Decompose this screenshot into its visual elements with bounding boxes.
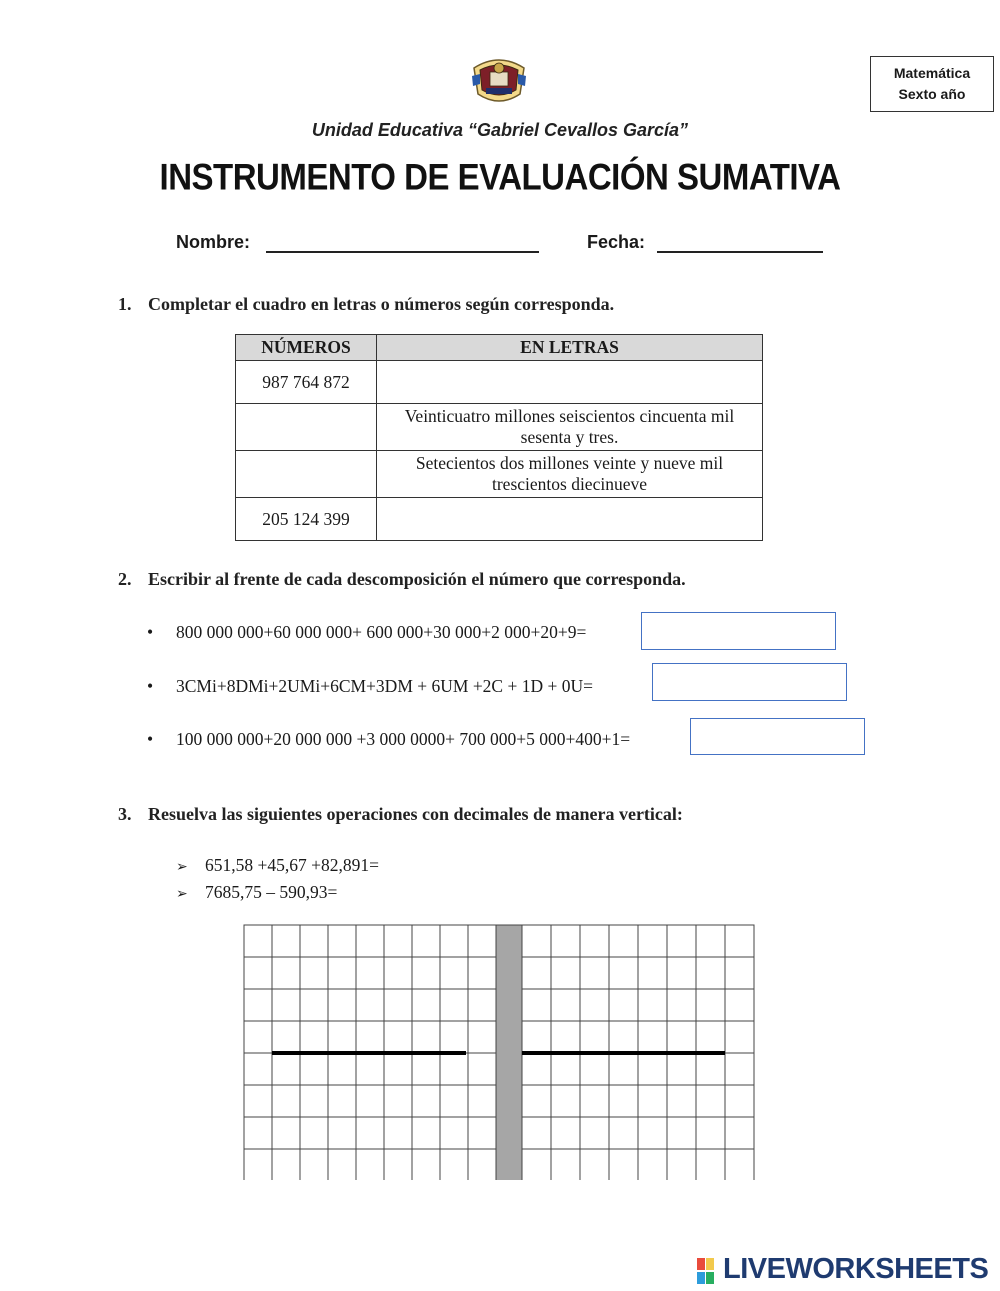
- grid-cell[interactable]: [551, 925, 580, 957]
- answer-box-1[interactable]: [641, 612, 836, 650]
- grid-cell[interactable]: [384, 1085, 412, 1117]
- grid-cell[interactable]: [725, 1021, 754, 1053]
- grid-cell[interactable]: [328, 1053, 356, 1085]
- grid-cell[interactable]: [638, 989, 667, 1021]
- grid-cell[interactable]: [412, 957, 440, 989]
- operation-text-2: 7685,75 – 590,93=: [205, 882, 338, 902]
- grid-cell[interactable]: [440, 1149, 468, 1180]
- grid-cell[interactable]: [522, 1117, 551, 1149]
- grid-cell[interactable]: [725, 1149, 754, 1180]
- grid-cell[interactable]: [609, 1021, 638, 1053]
- name-field[interactable]: [266, 251, 539, 253]
- bullet-icon: •: [147, 676, 154, 696]
- grid-cell[interactable]: [696, 1021, 725, 1053]
- letras-cell: Setecientos dos millones veinte y nueve mil trescientos diecinueve: [377, 451, 763, 498]
- grid-cell[interactable]: [244, 989, 272, 1021]
- grid-cell[interactable]: [468, 1053, 496, 1085]
- grid-cell[interactable]: [412, 1053, 440, 1085]
- grid-cell[interactable]: [638, 1085, 667, 1117]
- grid-cell[interactable]: [300, 957, 328, 989]
- grid-cell[interactable]: [384, 1149, 412, 1180]
- page-title: INSTRUMENTO DE EVALUACIÓN SUMATIVA: [159, 155, 841, 198]
- grid-cell[interactable]: [272, 1021, 300, 1053]
- table-header-row: [236, 335, 763, 361]
- grid-cell[interactable]: [580, 1021, 609, 1053]
- decomposition-text-1: 800 000 000+60 000 000+ 600 000+30 000+2 000+20+9=: [176, 622, 587, 642]
- grid-cell[interactable]: [551, 1085, 580, 1117]
- grid-cell[interactable]: [696, 957, 725, 989]
- question-3-prompt: Resuelva las siguientes operaciones con decimales de manera vertical:: [148, 804, 683, 824]
- grid-cell[interactable]: [328, 1085, 356, 1117]
- grid-cell[interactable]: [356, 1085, 384, 1117]
- decomposition-text-2: 3CMi+8DMi+2UMi+6CM+3DM + 6UM +2C + 1D + 0U=: [176, 676, 593, 696]
- grid-cell[interactable]: [522, 1149, 551, 1180]
- answer-box-2[interactable]: [652, 663, 847, 701]
- numeros-answer-cell[interactable]: [236, 404, 377, 451]
- grid-cell[interactable]: [580, 1085, 609, 1117]
- grid-cell[interactable]: [725, 1117, 754, 1149]
- grid-cell[interactable]: [440, 1117, 468, 1149]
- grid-cell[interactable]: [412, 1149, 440, 1180]
- column-header-numeros: NÚMEROS: [236, 335, 377, 361]
- grade-label: Sexto año: [898, 86, 966, 102]
- question-3: [118, 804, 683, 825]
- grid-cell[interactable]: [328, 925, 356, 957]
- grid-cell[interactable]: [244, 1053, 272, 1085]
- grid-cell[interactable]: [580, 1053, 609, 1085]
- grid-cell[interactable]: [412, 925, 440, 957]
- numeros-cell: 987 764 872: [236, 361, 377, 404]
- column-header-letras: EN LETRAS: [377, 335, 763, 361]
- operation-item-2: [176, 882, 337, 903]
- grid-cell[interactable]: [328, 989, 356, 1021]
- grid-cell[interactable]: [328, 1021, 356, 1053]
- decomposition-item-3: [147, 729, 630, 750]
- grid-cell[interactable]: [300, 1149, 328, 1180]
- decomposition-text-3: 100 000 000+20 000 000 +3 000 0000+ 700 000+5 000+400+1=: [176, 729, 631, 749]
- grid-cell[interactable]: [638, 957, 667, 989]
- grid-cell[interactable]: [328, 1149, 356, 1180]
- grid-cell[interactable]: [272, 957, 300, 989]
- grid-cell[interactable]: [412, 1021, 440, 1053]
- grid-divider: [496, 925, 522, 1180]
- grid-cell[interactable]: [609, 1149, 638, 1180]
- grid-cell[interactable]: [609, 1085, 638, 1117]
- answer-box-3[interactable]: [690, 718, 865, 755]
- grid-cell[interactable]: [551, 1053, 580, 1085]
- question-2: [118, 569, 686, 590]
- grid-cell[interactable]: [300, 989, 328, 1021]
- grid-cell[interactable]: [244, 1085, 272, 1117]
- grid-cell[interactable]: [272, 1053, 300, 1085]
- letras-answer-cell[interactable]: [377, 361, 763, 404]
- grid-cell[interactable]: [468, 957, 496, 989]
- grid-cell[interactable]: [440, 925, 468, 957]
- grid-cell[interactable]: [412, 1117, 440, 1149]
- grid-cell[interactable]: [551, 1021, 580, 1053]
- question-1-prompt: Completar el cuadro en letras o números según corresponda.: [148, 294, 615, 314]
- grid-cell[interactable]: [609, 989, 638, 1021]
- grid-cell[interactable]: [440, 1085, 468, 1117]
- question-2-prompt: Escribir al frente de cada descomposición el número que corresponda.: [148, 569, 686, 589]
- grid-cell[interactable]: [551, 1149, 580, 1180]
- grid-cell[interactable]: [696, 1053, 725, 1085]
- letras-answer-cell[interactable]: [377, 498, 763, 541]
- grid-cell[interactable]: [725, 1053, 754, 1085]
- grid-cell[interactable]: [384, 925, 412, 957]
- grid-cell[interactable]: [384, 1053, 412, 1085]
- bullet-icon: •: [147, 729, 154, 749]
- grid-cell[interactable]: [696, 925, 725, 957]
- grid-cell[interactable]: [272, 1149, 300, 1180]
- grid-cell[interactable]: [356, 957, 384, 989]
- subject-label: Matemática: [893, 65, 971, 81]
- table-row: [236, 361, 763, 404]
- grid-cell[interactable]: [412, 989, 440, 1021]
- grid-cell[interactable]: [272, 989, 300, 1021]
- question-1-number: 1.: [118, 294, 132, 314]
- grid-cell[interactable]: [440, 957, 468, 989]
- grid-cell[interactable]: [667, 989, 696, 1021]
- grid-cell[interactable]: [440, 1021, 468, 1053]
- grid-cell[interactable]: [300, 1085, 328, 1117]
- grid-cell[interactable]: [384, 1117, 412, 1149]
- grid-cell[interactable]: [300, 1053, 328, 1085]
- grid-cell[interactable]: [667, 1085, 696, 1117]
- grid-cell[interactable]: [384, 957, 412, 989]
- grid-cell[interactable]: [522, 957, 551, 989]
- grid-cell[interactable]: [638, 1021, 667, 1053]
- grid-cell[interactable]: [580, 1117, 609, 1149]
- grid-cell[interactable]: [551, 1117, 580, 1149]
- grid-cell[interactable]: [667, 1053, 696, 1085]
- operation-text-1: 651,58 +45,67 +82,891=: [205, 855, 379, 875]
- grid-cell[interactable]: [300, 1021, 328, 1053]
- grid-cell[interactable]: [328, 1117, 356, 1149]
- grid-cell[interactable]: [696, 989, 725, 1021]
- date-label: Fecha:: [587, 232, 646, 252]
- grid-cell[interactable]: [356, 1149, 384, 1180]
- table-row: [236, 404, 763, 451]
- grid-cell[interactable]: [468, 1149, 496, 1180]
- grid-cell[interactable]: [696, 1085, 725, 1117]
- grid-cell[interactable]: [696, 1117, 725, 1149]
- grid-cell[interactable]: [580, 925, 609, 957]
- grid-cell[interactable]: [696, 1149, 725, 1180]
- grid-cell[interactable]: [638, 925, 667, 957]
- footer-brand: LIVEWORKSHEETS: [723, 1253, 989, 1285]
- grid-cell[interactable]: [725, 989, 754, 1021]
- question-2-number: 2.: [118, 569, 132, 589]
- grid-cell[interactable]: [272, 1117, 300, 1149]
- grid-cell[interactable]: [580, 989, 609, 1021]
- grid-cell[interactable]: [244, 925, 272, 957]
- question-3-number: 3.: [118, 804, 132, 824]
- grid-cell[interactable]: [609, 1117, 638, 1149]
- grid-cell[interactable]: [272, 1085, 300, 1117]
- grid-cell[interactable]: [468, 1117, 496, 1149]
- grid-cell[interactable]: [638, 1149, 667, 1180]
- question-1: [118, 294, 614, 315]
- grid-cell[interactable]: [468, 1021, 496, 1053]
- operation-item-1: [176, 855, 379, 876]
- grid-cell[interactable]: [551, 957, 580, 989]
- grid-cell[interactable]: [244, 1117, 272, 1149]
- grid-cell[interactable]: [522, 1021, 551, 1053]
- grid-cell[interactable]: [638, 1053, 667, 1085]
- grid-cell[interactable]: [384, 1021, 412, 1053]
- grid-cell[interactable]: [667, 1021, 696, 1053]
- grid-cell[interactable]: [440, 989, 468, 1021]
- grid-cell[interactable]: [300, 925, 328, 957]
- table-row: [236, 451, 763, 498]
- grid-cell[interactable]: [551, 989, 580, 1021]
- letras-cell: Veinticuatro millones seiscientos cincuenta mil sesenta y tres.: [377, 404, 763, 451]
- footer-logo: [697, 1253, 997, 1287]
- school-crest-icon: [470, 54, 528, 106]
- numbers-table: [235, 334, 763, 541]
- grid-cell[interactable]: [725, 1085, 754, 1117]
- numeros-answer-cell[interactable]: [236, 451, 377, 498]
- grid-cell[interactable]: [638, 1117, 667, 1149]
- decomposition-item-1: [147, 622, 586, 643]
- bullet-icon: •: [147, 622, 154, 642]
- arrow-bullet-icon: ➢: [176, 860, 188, 875]
- grid-cell[interactable]: [412, 1085, 440, 1117]
- grid-cell[interactable]: [356, 989, 384, 1021]
- grid-cell[interactable]: [468, 1085, 496, 1117]
- arrow-bullet-icon: ➢: [176, 887, 188, 902]
- grid-cell[interactable]: [328, 957, 356, 989]
- grid-cell[interactable]: [356, 925, 384, 957]
- grid-cell[interactable]: [667, 957, 696, 989]
- grid-cell[interactable]: [667, 1117, 696, 1149]
- grid-cell[interactable]: [609, 957, 638, 989]
- school-name: Unidad Educativa “Gabriel Cevallos García”: [311, 120, 689, 140]
- grid-cell[interactable]: [522, 989, 551, 1021]
- grid-cell[interactable]: [244, 1149, 272, 1180]
- work-grid[interactable]: [243, 924, 755, 1180]
- grid-cell[interactable]: [522, 925, 551, 957]
- liveworksheets-logo-icon: [697, 1258, 723, 1284]
- grid-cell[interactable]: [667, 925, 696, 957]
- name-label: Nombre:: [176, 232, 251, 252]
- subject-box: [870, 56, 994, 112]
- grid-cell[interactable]: [244, 957, 272, 989]
- decomposition-item-2: [147, 676, 593, 697]
- grid-cell[interactable]: [272, 925, 300, 957]
- grid-cell[interactable]: [356, 1021, 384, 1053]
- grid-cell[interactable]: [440, 1053, 468, 1085]
- grid-cell[interactable]: [580, 957, 609, 989]
- grid-cell[interactable]: [725, 925, 754, 957]
- grid-cell[interactable]: [609, 925, 638, 957]
- grid-cell[interactable]: [522, 1085, 551, 1117]
- grid-cell[interactable]: [580, 1149, 609, 1180]
- grid-cell[interactable]: [522, 1053, 551, 1085]
- grid-cell[interactable]: [356, 1117, 384, 1149]
- grid-cell[interactable]: [356, 1053, 384, 1085]
- grid-cell[interactable]: [384, 989, 412, 1021]
- numeros-cell: 205 124 399: [236, 498, 377, 541]
- grid-cell[interactable]: [468, 989, 496, 1021]
- grid-cell[interactable]: [300, 1117, 328, 1149]
- grid-cell[interactable]: [468, 925, 496, 957]
- table-row: [236, 498, 763, 541]
- grid-cell[interactable]: [725, 957, 754, 989]
- date-field[interactable]: [657, 251, 823, 253]
- grid-cell[interactable]: [667, 1149, 696, 1180]
- grid-cell[interactable]: [609, 1053, 638, 1085]
- grid-cell[interactable]: [244, 1021, 272, 1053]
